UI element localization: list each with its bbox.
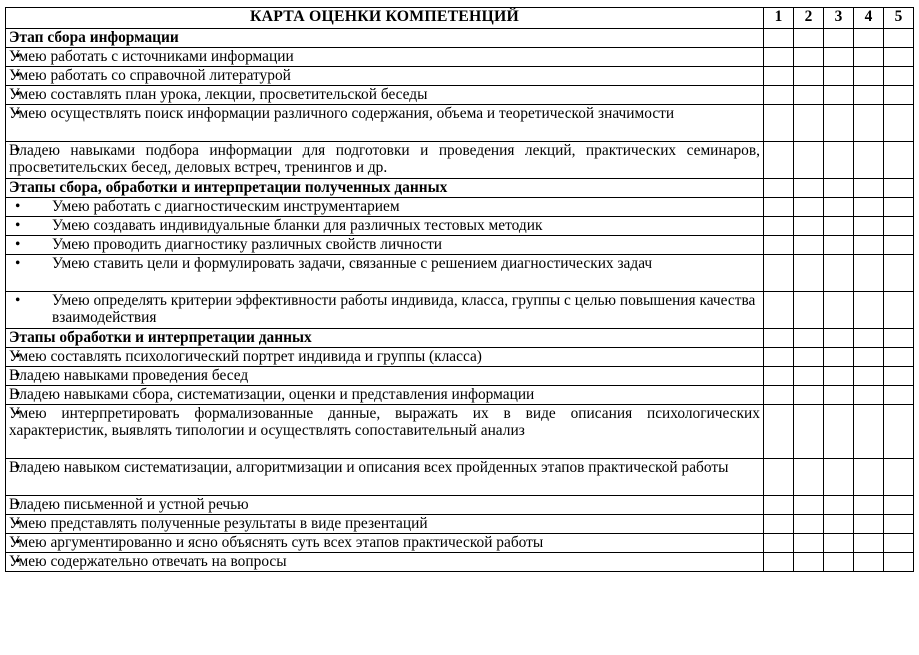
table-row: [6, 515, 914, 534]
score-cell[interactable]: [764, 386, 794, 405]
table-row: [6, 48, 914, 67]
score-cell[interactable]: [794, 105, 824, 142]
score-header-2: 2: [794, 8, 824, 29]
score-cell[interactable]: [824, 348, 854, 367]
table-row: [6, 255, 914, 292]
competency-item: • Умею проводить диагностику различных свойств личности: [6, 236, 764, 255]
score-cell[interactable]: [824, 534, 854, 553]
table-row: [6, 292, 914, 329]
score-cell[interactable]: [794, 179, 824, 198]
section-heading: Этапы сбора, обработки и интерпретации полученных данных: [6, 179, 764, 198]
score-cell[interactable]: [764, 86, 794, 105]
table-row: [6, 553, 914, 572]
score-cell[interactable]: [884, 553, 914, 572]
competency-table: [5, 7, 914, 572]
competency-item: • Умею интерпретировать формализованные данные, выражать их в виде описания психологических характеристик, выявлять типологии и осуществлять сопоставительный анализ: [6, 405, 764, 459]
competency-item: • Умею ставить цели и формулировать задачи, связанные с решением диагностических задач: [6, 255, 764, 292]
competency-item: • Владею навыками сбора, систематизации, оценки и представления информации: [6, 386, 764, 405]
score-cell[interactable]: [764, 198, 794, 217]
competency-item: • Умею работать с источниками информации: [6, 48, 764, 67]
score-cell[interactable]: [854, 329, 884, 348]
table-row: [6, 367, 914, 386]
score-cell[interactable]: [824, 29, 854, 48]
score-cell[interactable]: [794, 386, 824, 405]
section-row: [6, 329, 914, 348]
competency-item: • Владею навыками подбора информации для подготовки и проведения лекций, практических семинаров, просветительских бесед, деловых встреч, тренингов и др.: [6, 142, 764, 179]
score-cell[interactable]: [884, 142, 914, 179]
score-cell[interactable]: [854, 367, 884, 386]
score-cell[interactable]: [884, 255, 914, 292]
score-cell[interactable]: [824, 386, 854, 405]
score-cell[interactable]: [764, 255, 794, 292]
score-cell[interactable]: [764, 348, 794, 367]
score-cell[interactable]: [794, 236, 824, 255]
competency-item: • Умею составлять психологический портрет индивида и группы (класса): [6, 348, 764, 367]
score-header-4: 4: [854, 8, 884, 29]
score-cell[interactable]: [764, 67, 794, 86]
table-row: [6, 217, 914, 236]
score-cell[interactable]: [854, 29, 884, 48]
score-cell[interactable]: [794, 29, 824, 48]
score-cell[interactable]: [764, 292, 794, 329]
score-cell[interactable]: [884, 198, 914, 217]
score-cell[interactable]: [794, 67, 824, 86]
score-cell[interactable]: [794, 86, 824, 105]
table-row: [6, 86, 914, 105]
score-cell[interactable]: [794, 198, 824, 217]
score-cell[interactable]: [824, 255, 854, 292]
table-row: [6, 405, 914, 459]
score-cell[interactable]: [854, 105, 884, 142]
score-cell[interactable]: [884, 405, 914, 459]
score-cell[interactable]: [824, 459, 854, 496]
score-cell[interactable]: [764, 515, 794, 534]
table-row: [6, 198, 914, 217]
score-cell[interactable]: [824, 405, 854, 459]
score-cell[interactable]: [764, 459, 794, 496]
score-cell[interactable]: [824, 553, 854, 572]
score-cell[interactable]: [884, 29, 914, 48]
table-row: [6, 348, 914, 367]
score-cell[interactable]: [854, 255, 884, 292]
score-cell[interactable]: [794, 515, 824, 534]
score-cell[interactable]: [794, 329, 824, 348]
score-cell[interactable]: [854, 459, 884, 496]
score-cell[interactable]: [764, 367, 794, 386]
competency-item: • Умею представлять полученные результаты в виде презентаций: [6, 515, 764, 534]
score-cell[interactable]: [884, 348, 914, 367]
score-cell[interactable]: [794, 292, 824, 329]
score-cell[interactable]: [794, 142, 824, 179]
table-row: [6, 67, 914, 86]
score-cell[interactable]: [854, 179, 884, 198]
competency-item: • Владею письменной и устной речью: [6, 496, 764, 515]
score-cell[interactable]: [854, 405, 884, 459]
score-cell[interactable]: [884, 534, 914, 553]
score-cell[interactable]: [854, 553, 884, 572]
table-row: [6, 142, 914, 179]
score-cell[interactable]: [854, 496, 884, 515]
score-cell[interactable]: [824, 367, 854, 386]
score-cell[interactable]: [794, 405, 824, 459]
score-cell[interactable]: [854, 86, 884, 105]
table-title: КАРТА ОЦЕНКИ КОМПЕТЕНЦИЙ: [6, 8, 764, 29]
score-cell[interactable]: [884, 329, 914, 348]
score-cell[interactable]: [824, 515, 854, 534]
score-cell[interactable]: [884, 459, 914, 496]
section-row: [6, 179, 914, 198]
score-cell[interactable]: [824, 217, 854, 236]
score-cell[interactable]: [764, 105, 794, 142]
table-row: [6, 496, 914, 515]
score-cell[interactable]: [884, 292, 914, 329]
competency-item: • Умею содержательно отвечать на вопросы: [6, 553, 764, 572]
score-cell[interactable]: [854, 48, 884, 67]
competency-item: • Умею работать со справочной литературой: [6, 67, 764, 86]
score-cell[interactable]: [824, 105, 854, 142]
score-cell[interactable]: [764, 142, 794, 179]
score-cell[interactable]: [764, 29, 794, 48]
score-cell[interactable]: [884, 367, 914, 386]
table-row: [6, 534, 914, 553]
score-cell[interactable]: [884, 67, 914, 86]
score-cell[interactable]: [824, 329, 854, 348]
score-cell[interactable]: [824, 292, 854, 329]
score-cell[interactable]: [884, 48, 914, 67]
section-heading: Этапы обработки и интерпретации данных: [6, 329, 764, 348]
table-row: [6, 386, 914, 405]
score-cell[interactable]: [854, 142, 884, 179]
score-cell[interactable]: [824, 67, 854, 86]
competency-item: • Умею составлять план урока, лекции, просветительской беседы: [6, 86, 764, 105]
section-heading: Этап сбора информации: [6, 29, 764, 48]
score-header-3: 3: [824, 8, 854, 29]
score-cell[interactable]: [794, 217, 824, 236]
score-cell[interactable]: [884, 236, 914, 255]
score-cell[interactable]: [794, 459, 824, 496]
score-cell[interactable]: [854, 198, 884, 217]
score-cell[interactable]: [794, 534, 824, 553]
competency-item: • Умею работать с диагностическим инструментарием: [6, 198, 764, 217]
score-cell[interactable]: [884, 386, 914, 405]
score-cell[interactable]: [764, 534, 794, 553]
table-row: [6, 459, 914, 496]
score-cell[interactable]: [764, 329, 794, 348]
score-cell[interactable]: [854, 67, 884, 86]
competency-item: • Умею аргументированно и ясно объяснять суть всех этапов практической работы: [6, 534, 764, 553]
score-cell[interactable]: [824, 198, 854, 217]
score-cell[interactable]: [794, 496, 824, 515]
score-cell[interactable]: [794, 367, 824, 386]
score-cell[interactable]: [854, 386, 884, 405]
score-cell[interactable]: [854, 534, 884, 553]
competency-item: • Умею осуществлять поиск информации различного содержания, объема и теоретической значимости: [6, 105, 764, 142]
header-row: [6, 8, 914, 29]
score-cell[interactable]: [794, 348, 824, 367]
score-cell[interactable]: [854, 236, 884, 255]
score-cell[interactable]: [884, 86, 914, 105]
competency-item: • Умею определять критерии эффективности работы индивида, класса, группы с целью повышения качества взаимодействия: [6, 292, 764, 329]
score-cell[interactable]: [794, 48, 824, 67]
competency-card: [5, 7, 914, 572]
score-cell[interactable]: [824, 179, 854, 198]
score-cell[interactable]: [764, 179, 794, 198]
score-cell[interactable]: [884, 179, 914, 198]
table-row: [6, 236, 914, 255]
score-cell[interactable]: [824, 496, 854, 515]
score-cell[interactable]: [764, 405, 794, 459]
score-cell[interactable]: [884, 496, 914, 515]
competency-item: • Умею создавать индивидуальные бланки для различных тестовых методик: [6, 217, 764, 236]
score-header-5: 5: [884, 8, 914, 29]
score-cell[interactable]: [824, 86, 854, 105]
score-cell[interactable]: [794, 255, 824, 292]
competency-item: • Владею навыком систематизации, алгоритмизации и описания всех пройденных этапов практической работы: [6, 459, 764, 496]
score-cell[interactable]: [764, 217, 794, 236]
score-cell[interactable]: [824, 48, 854, 67]
score-cell[interactable]: [764, 496, 794, 515]
score-cell[interactable]: [764, 553, 794, 572]
score-cell[interactable]: [794, 553, 824, 572]
score-cell[interactable]: [854, 217, 884, 236]
score-header-1: 1: [764, 8, 794, 29]
score-cell[interactable]: [884, 105, 914, 142]
score-cell[interactable]: [764, 236, 794, 255]
competency-item: • Владею навыками проведения бесед: [6, 367, 764, 386]
table-row: [6, 105, 914, 142]
score-cell[interactable]: [854, 292, 884, 329]
score-cell[interactable]: [764, 48, 794, 67]
score-cell[interactable]: [854, 348, 884, 367]
score-cell[interactable]: [884, 217, 914, 236]
score-cell[interactable]: [824, 236, 854, 255]
score-cell[interactable]: [824, 142, 854, 179]
section-row: [6, 29, 914, 48]
score-cell[interactable]: [884, 515, 914, 534]
score-cell[interactable]: [854, 515, 884, 534]
